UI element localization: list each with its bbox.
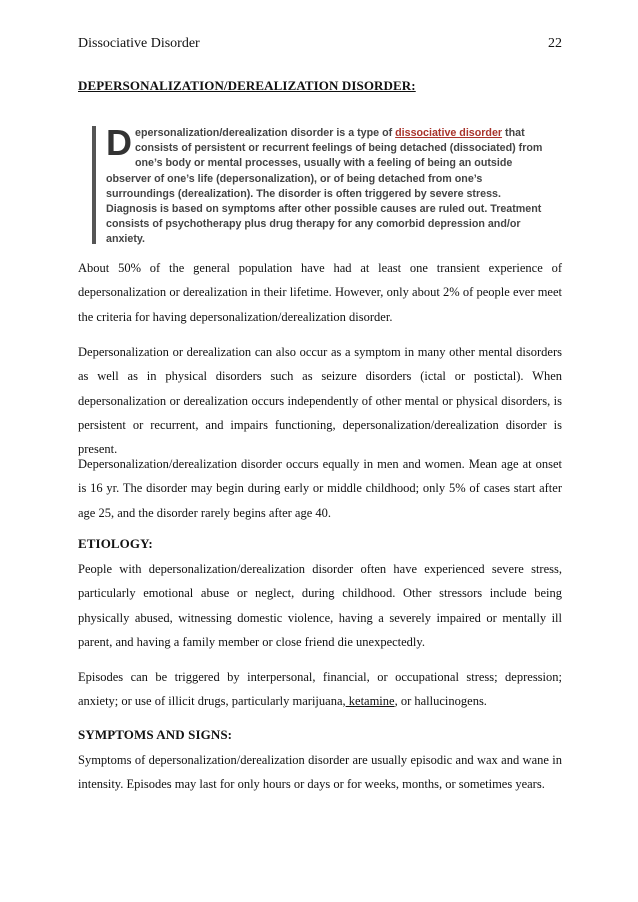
triggers-text-end: , or hallucinogens. <box>394 694 487 709</box>
paragraph-prevalence: About 50% of the general population have had at least one transient experience of depersonalization or derealization in their lifetime. However, only about 2% of people ever meet the criteria for having depersonalization/derealization disorder. <box>78 261 562 324</box>
section-heading-depersonalization: DEPERSONALIZATION/DEREALIZATION DISORDER: <box>78 78 416 93</box>
paragraph-triggers <box>78 665 562 714</box>
triggers-text-start: Episodes can be triggered by interpersonal, financial, or occupational stress; depression; anxiety; or use of illicit drugs, particularly marijuana, <box>78 670 562 709</box>
quote-text-end: that consists of persistent or recurrent feelings of being detached (dissociated) from one’s body or mental processes, usually with a feeling of being an outside observer of one’s life (depersonalization), or of being detached from one’s surroundings (derealization). The disorder is often triggered by severe stress. Diagnosis is based on symptoms after other possible causes are ruled out. Treatment consists of psychotherapy plus drug therapy for any comorbid depression and/or anxiety. <box>106 127 543 246</box>
paragraph-symptoms: Symptoms of depersonalization/derealization disorder are usually episodic and wax and wane in intensity. Episodes may last for only hours or days or for weeks, months, or sometimes years. <box>78 753 562 792</box>
running-title: Dissociative Disorder <box>78 36 200 51</box>
paragraph-demographics: Depersonalization/derealization disorder occurs equally in men and women. Mean age at onset is 16 yr. The disorder may begin during early or middle childhood; only 5% of cases start after age 25, and the disorder rarely begins after age 40. <box>78 457 562 520</box>
page-number: 22 <box>548 36 562 51</box>
quote-text-start: epersonalization/derealization disorder is a type of <box>135 127 396 139</box>
running-header <box>78 36 562 52</box>
dissociative-disorder-link[interactable]: dissociative disorder <box>395 127 503 139</box>
drop-cap: D <box>106 122 132 163</box>
paragraph-etiology: People with depersonalization/derealization disorder often have experienced severe stress, particularly emotional abuse or neglect, during childhood. Other stressors include being physically abused, witnessing domestic violence, having a severely impaired or mentally ill parent, and having a family member or close friend die unexpectedly. <box>78 562 562 649</box>
paragraph-symptom-occurrence: Depersonalization or derealization can also occur as a symptom in many other mental disorders as well as in physical disorders such as seizure disorders (ictal or postictal). When depersonalization or derealization occurs independently of other mental or physical disorders, is persistent or recurrent, and impairs functioning, depersonalization/derealization disorder is present. <box>78 345 562 457</box>
section-heading-symptoms: SYMPTOMS AND SIGNS: <box>78 727 233 742</box>
section-heading-etiology: ETIOLOGY: <box>78 536 153 551</box>
definition-quote-box <box>92 122 552 246</box>
ketamine-link[interactable]: ketamine <box>345 694 395 709</box>
